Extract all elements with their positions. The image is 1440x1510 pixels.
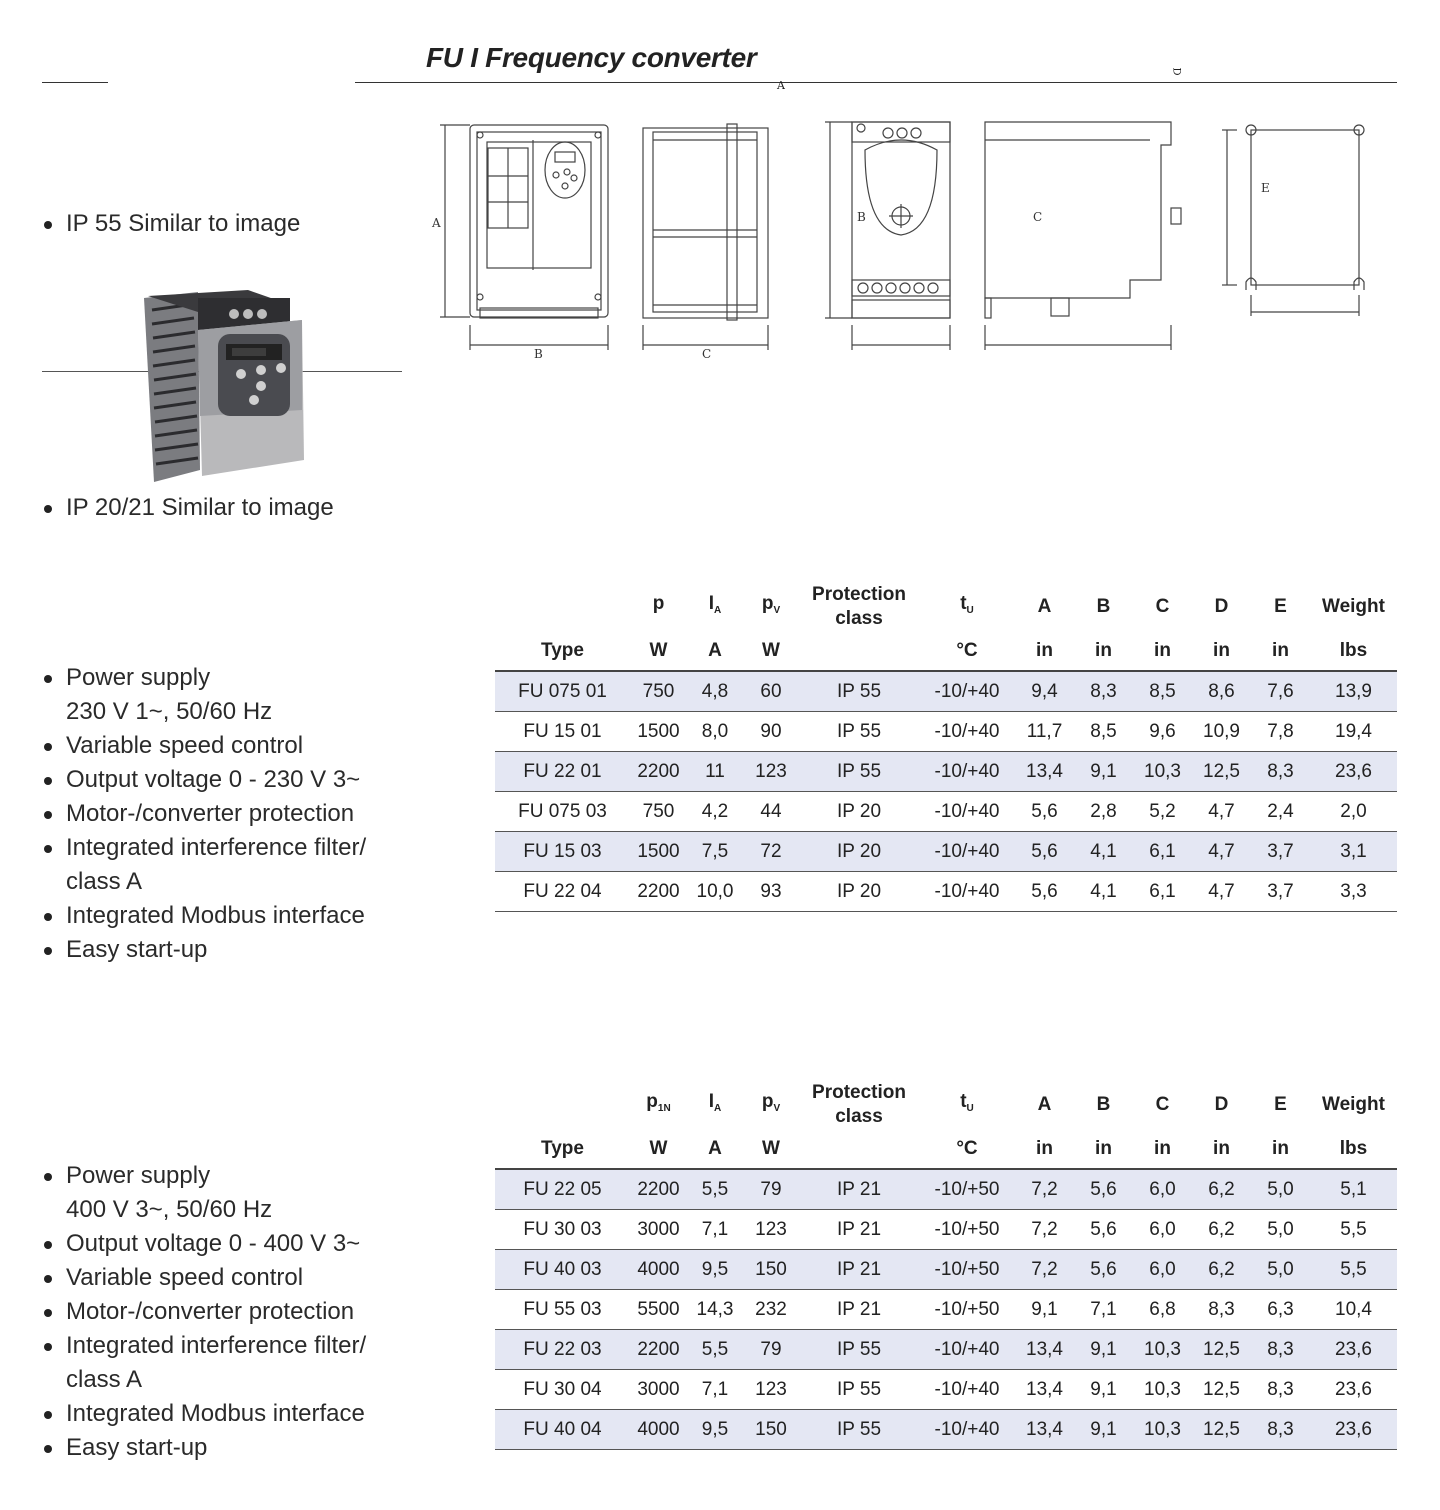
cell-weight: 23,6	[1310, 1330, 1397, 1370]
unit-e: in	[1251, 632, 1310, 671]
cell-a: 13,4	[1015, 1330, 1074, 1370]
cell-e: 8,3	[1251, 752, 1310, 792]
cell-type: FU 30 04	[495, 1370, 630, 1410]
unit-p: W	[630, 632, 687, 671]
ip20-caption-list	[44, 491, 334, 525]
unit-d: in	[1192, 632, 1251, 671]
cell-c: 6,0	[1133, 1210, 1192, 1250]
cell-type: FU 075 01	[495, 671, 630, 712]
cell-c: 6,0	[1133, 1169, 1192, 1210]
spec-table-230v	[495, 582, 1397, 912]
cell-e: 3,7	[1251, 872, 1310, 912]
cell-c: 10,3	[1133, 1370, 1192, 1410]
cell-p: 4000	[630, 1250, 687, 1290]
cell-pv: 79	[743, 1330, 799, 1370]
cell-tu: -10/+40	[919, 1410, 1015, 1450]
col-d: D	[1214, 1094, 1229, 1115]
cell-weight: 5,1	[1310, 1169, 1397, 1210]
cell-ia: 4,8	[687, 671, 743, 712]
col-ia: $I_A$	[708, 592, 722, 616]
cell-c: 9,6	[1133, 712, 1192, 752]
feature-item: Easy start-up	[44, 1431, 366, 1465]
unit-pv: W	[743, 632, 799, 671]
cell-weight: 13,9	[1310, 671, 1397, 712]
cell-weight: 3,3	[1310, 872, 1397, 912]
cell-b: 5,6	[1074, 1250, 1133, 1290]
unit-pv: W	[743, 1130, 799, 1169]
cell-weight: 2,0	[1310, 792, 1397, 832]
feature-item: Variable speed control	[44, 729, 366, 763]
table-row	[495, 1410, 1397, 1450]
cell-b: 5,6	[1074, 1210, 1133, 1250]
cell-c: 10,3	[1133, 1410, 1192, 1450]
cell-prot: IP 21	[799, 1250, 919, 1290]
header-rule-main	[355, 82, 1397, 83]
cell-tu: -10/+40	[919, 1370, 1015, 1410]
unit-type: Type	[495, 1130, 630, 1169]
ip55-caption-list	[44, 207, 300, 241]
col-ia: $I_A$	[708, 1090, 722, 1114]
col-weight: Weight	[1322, 596, 1385, 617]
cell-d: 12,5	[1192, 1410, 1251, 1450]
cell-p: 2200	[630, 752, 687, 792]
cell-type: FU 15 01	[495, 712, 630, 752]
cell-c: 6,1	[1133, 872, 1192, 912]
table-row	[495, 1290, 1397, 1330]
unit-tu: °C	[919, 1130, 1015, 1169]
cell-e: 3,7	[1251, 832, 1310, 872]
table-row	[495, 1210, 1397, 1250]
cell-ia: 9,5	[687, 1410, 743, 1450]
cell-p: 5500	[630, 1290, 687, 1330]
unit-ia: A	[687, 1130, 743, 1169]
col-b: B	[1096, 1094, 1111, 1115]
cell-pv: 60	[743, 671, 799, 712]
dimension-drawings	[425, 100, 1400, 370]
cell-prot: IP 21	[799, 1169, 919, 1210]
cell-d: 4,7	[1192, 832, 1251, 872]
unit-tu: °C	[919, 632, 1015, 671]
col-c: C	[1155, 596, 1170, 617]
cell-a: 11,7	[1015, 712, 1074, 752]
cell-p: 750	[630, 792, 687, 832]
cell-ia: 14,3	[687, 1290, 743, 1330]
cell-ia: 7,5	[687, 832, 743, 872]
cell-pv: 123	[743, 1370, 799, 1410]
col-type	[495, 1080, 630, 1130]
cell-tu: -10/+40	[919, 752, 1015, 792]
unit-ia: A	[687, 632, 743, 671]
unit-b: in	[1074, 632, 1133, 671]
cell-prot: IP 55	[799, 752, 919, 792]
features-list-2	[44, 1159, 366, 1465]
cell-type: FU 55 03	[495, 1290, 630, 1330]
spec-table-400v	[495, 1080, 1397, 1450]
cell-d: 4,7	[1192, 792, 1251, 832]
col-p: $p_{1N}$	[646, 1090, 671, 1114]
cell-b: 7,1	[1074, 1290, 1133, 1330]
unit-d: in	[1192, 1130, 1251, 1169]
cell-p: 2200	[630, 872, 687, 912]
cell-a: 5,6	[1015, 832, 1074, 872]
ip20-caption: IP 20/21 Similar to image	[44, 491, 334, 525]
cell-a: 13,4	[1015, 1370, 1074, 1410]
cell-ia: 8,0	[687, 712, 743, 752]
table-row	[495, 671, 1397, 712]
unit-weight: lbs	[1310, 1130, 1397, 1169]
col-protection: Protection class	[812, 1082, 906, 1127]
cell-pv: 150	[743, 1410, 799, 1450]
cell-e: 5,0	[1251, 1169, 1310, 1210]
feature-item: Power supply 230 V 1~, 50/60 Hz	[44, 661, 366, 729]
table-body-400v	[495, 1169, 1397, 1450]
cell-weight: 3,1	[1310, 832, 1397, 872]
cell-p: 2200	[630, 1330, 687, 1370]
unit-type: Type	[495, 632, 630, 671]
cell-a: 9,4	[1015, 671, 1074, 712]
cell-weight: 5,5	[1310, 1210, 1397, 1250]
table-row	[495, 1330, 1397, 1370]
page-title: FU I Frequency converter	[426, 42, 757, 73]
cell-p: 1500	[630, 832, 687, 872]
cell-e: 5,0	[1251, 1250, 1310, 1290]
cell-tu: -10/+40	[919, 872, 1015, 912]
cell-b: 9,1	[1074, 1370, 1133, 1410]
cell-d: 6,2	[1192, 1169, 1251, 1210]
cell-b: 5,6	[1074, 1169, 1133, 1210]
cell-type: FU 22 03	[495, 1330, 630, 1370]
features-list-1	[44, 661, 366, 967]
cell-e: 8,3	[1251, 1370, 1310, 1410]
cell-prot: IP 55	[799, 671, 919, 712]
table-row	[495, 832, 1397, 872]
cell-type: FU 40 04	[495, 1410, 630, 1450]
cell-weight: 19,4	[1310, 712, 1397, 752]
cell-tu: -10/+40	[919, 792, 1015, 832]
cell-d: 6,2	[1192, 1210, 1251, 1250]
cell-p: 2200	[630, 1169, 687, 1210]
cell-a: 13,4	[1015, 1410, 1074, 1450]
cell-type: FU 22 04	[495, 872, 630, 912]
cell-pv: 79	[743, 1169, 799, 1210]
ip55-caption: IP 55 Similar to image	[44, 207, 300, 241]
cell-b: 2,8	[1074, 792, 1133, 832]
unit-weight: lbs	[1310, 632, 1397, 671]
feature-item: Power supply 400 V 3~, 50/60 Hz	[44, 1159, 366, 1227]
col-c: C	[1155, 1094, 1170, 1115]
table-row	[495, 752, 1397, 792]
cell-e: 5,0	[1251, 1210, 1310, 1250]
table-row	[495, 872, 1397, 912]
cell-weight: 5,5	[1310, 1250, 1397, 1290]
cell-weight: 23,6	[1310, 1410, 1397, 1450]
col-tu: $t_U$	[960, 592, 974, 616]
cell-a: 5,6	[1015, 872, 1074, 912]
cell-b: 9,1	[1074, 752, 1133, 792]
cell-c: 8,5	[1133, 671, 1192, 712]
cell-pv: 123	[743, 1210, 799, 1250]
cell-ia: 10,0	[687, 872, 743, 912]
cell-p: 3000	[630, 1210, 687, 1250]
feature-item: Variable speed control	[44, 1261, 366, 1295]
cell-ia: 11	[687, 752, 743, 792]
cell-prot: IP 55	[799, 1410, 919, 1450]
col-b: B	[1096, 596, 1111, 617]
col-pv: $p_V$	[761, 592, 781, 616]
cell-tu: -10/+50	[919, 1210, 1015, 1250]
cell-b: 8,3	[1074, 671, 1133, 712]
cell-a: 5,6	[1015, 792, 1074, 832]
cell-prot: IP 55	[799, 1330, 919, 1370]
cell-prot: IP 20	[799, 872, 919, 912]
cell-ia: 5,5	[687, 1169, 743, 1210]
unit-a: in	[1015, 632, 1074, 671]
top-dimension-label: A	[777, 79, 785, 92]
table-row	[495, 712, 1397, 752]
cell-prot: IP 55	[799, 712, 919, 752]
cell-a: 7,2	[1015, 1250, 1074, 1290]
cell-p: 3000	[630, 1370, 687, 1410]
col-weight: Weight	[1322, 1094, 1385, 1115]
cell-weight: 23,6	[1310, 1370, 1397, 1410]
feature-item: Output voltage 0 - 400 V 3~	[44, 1227, 366, 1261]
dim-label-a: A	[432, 216, 441, 230]
cell-b: 9,1	[1074, 1330, 1133, 1370]
cell-d: 8,3	[1192, 1290, 1251, 1330]
feature-item: Motor-/converter protection	[44, 1295, 366, 1329]
cell-p: 1500	[630, 712, 687, 752]
feature-item: Easy start-up	[44, 933, 366, 967]
cell-prot: IP 20	[799, 832, 919, 872]
cell-ia: 7,1	[687, 1210, 743, 1250]
unit-b: in	[1074, 1130, 1133, 1169]
cell-e: 7,6	[1251, 671, 1310, 712]
cell-prot: IP 55	[799, 1370, 919, 1410]
cell-ia: 7,1	[687, 1370, 743, 1410]
cell-pv: 72	[743, 832, 799, 872]
cell-tu: -10/+40	[919, 712, 1015, 752]
cell-tu: -10/+50	[919, 1290, 1015, 1330]
dim-label-c2: C	[1033, 210, 1043, 224]
cell-a: 7,2	[1015, 1169, 1074, 1210]
cell-tu: -10/+50	[919, 1250, 1015, 1290]
cell-tu: -10/+50	[919, 1169, 1015, 1210]
table-body-230v	[495, 671, 1397, 912]
col-a: A	[1037, 1094, 1052, 1115]
dim-label-e: E	[1261, 181, 1270, 195]
cell-pv: 123	[743, 752, 799, 792]
cell-c: 10,3	[1133, 752, 1192, 792]
cell-prot: IP 21	[799, 1210, 919, 1250]
unit-c: in	[1133, 632, 1192, 671]
unit-a: in	[1015, 1130, 1074, 1169]
cell-d: 4,7	[1192, 872, 1251, 912]
col-tu: $t_U$	[960, 1090, 974, 1114]
feature-item: Motor-/converter protection	[44, 797, 366, 831]
cell-p: 750	[630, 671, 687, 712]
corner-label: D	[1170, 67, 1182, 76]
cell-a: 9,1	[1015, 1290, 1074, 1330]
cell-pv: 93	[743, 872, 799, 912]
cell-e: 8,3	[1251, 1330, 1310, 1370]
cell-pv: 232	[743, 1290, 799, 1330]
cell-type: FU 40 03	[495, 1250, 630, 1290]
col-p: p	[652, 592, 665, 614]
cell-e: 7,8	[1251, 712, 1310, 752]
col-a: A	[1037, 596, 1052, 617]
cell-b: 8,5	[1074, 712, 1133, 752]
cell-d: 10,9	[1192, 712, 1251, 752]
cell-c: 6,0	[1133, 1250, 1192, 1290]
cell-weight: 10,4	[1310, 1290, 1397, 1330]
feature-item: Output voltage 0 - 230 V 3~	[44, 763, 366, 797]
cell-a: 7,2	[1015, 1210, 1074, 1250]
cell-c: 6,1	[1133, 832, 1192, 872]
cell-pv: 44	[743, 792, 799, 832]
cell-type: FU 15 03	[495, 832, 630, 872]
feature-item: Integrated Modbus interface	[44, 1397, 366, 1431]
unit-prot	[799, 1130, 919, 1169]
dim-label-c: C	[702, 347, 712, 361]
cell-tu: -10/+40	[919, 671, 1015, 712]
cell-ia: 9,5	[687, 1250, 743, 1290]
unit-e: in	[1251, 1130, 1310, 1169]
cell-ia: 5,5	[687, 1330, 743, 1370]
feature-item: Integrated Modbus interface	[44, 899, 366, 933]
cell-p: 4000	[630, 1410, 687, 1450]
cell-type: FU 22 05	[495, 1169, 630, 1210]
cell-e: 8,3	[1251, 1410, 1310, 1450]
cell-pv: 150	[743, 1250, 799, 1290]
cell-b: 9,1	[1074, 1410, 1133, 1450]
col-d: D	[1214, 596, 1229, 617]
col-protection: Protection class	[812, 584, 906, 629]
feature-item: Integrated interference filter/ class A	[44, 1329, 366, 1397]
cell-tu: -10/+40	[919, 1330, 1015, 1370]
cell-c: 6,8	[1133, 1290, 1192, 1330]
cell-type: FU 30 03	[495, 1210, 630, 1250]
cell-ia: 4,2	[687, 792, 743, 832]
table-row	[495, 1169, 1397, 1210]
table-row	[495, 792, 1397, 832]
unit-c: in	[1133, 1130, 1192, 1169]
col-e: E	[1274, 1094, 1287, 1115]
cell-b: 4,1	[1074, 832, 1133, 872]
cell-a: 13,4	[1015, 752, 1074, 792]
cell-prot: IP 21	[799, 1290, 919, 1330]
cell-c: 5,2	[1133, 792, 1192, 832]
dim-label-b2: B	[857, 210, 866, 224]
cell-d: 6,2	[1192, 1250, 1251, 1290]
feature-item: Integrated interference filter/ class A	[44, 831, 366, 899]
cell-d: 8,6	[1192, 671, 1251, 712]
unit-prot	[799, 632, 919, 671]
col-pv: $p_V$	[761, 1090, 781, 1114]
dim-label-b: B	[534, 347, 543, 361]
cell-type: FU 22 01	[495, 752, 630, 792]
cell-d: 12,5	[1192, 752, 1251, 792]
cell-pv: 90	[743, 712, 799, 752]
cell-b: 4,1	[1074, 872, 1133, 912]
cell-prot: IP 20	[799, 792, 919, 832]
cell-d: 12,5	[1192, 1370, 1251, 1410]
table-row	[495, 1250, 1397, 1290]
cell-weight: 23,6	[1310, 752, 1397, 792]
cell-d: 12,5	[1192, 1330, 1251, 1370]
col-type	[495, 582, 630, 632]
col-e: E	[1274, 596, 1287, 617]
cell-c: 10,3	[1133, 1330, 1192, 1370]
cell-e: 6,3	[1251, 1290, 1310, 1330]
table-row	[495, 1370, 1397, 1410]
converter-photo	[138, 290, 308, 486]
cell-tu: -10/+40	[919, 832, 1015, 872]
cell-e: 2,4	[1251, 792, 1310, 832]
unit-p: W	[630, 1130, 687, 1169]
cell-type: FU 075 03	[495, 792, 630, 832]
header-rule-left	[42, 82, 108, 83]
